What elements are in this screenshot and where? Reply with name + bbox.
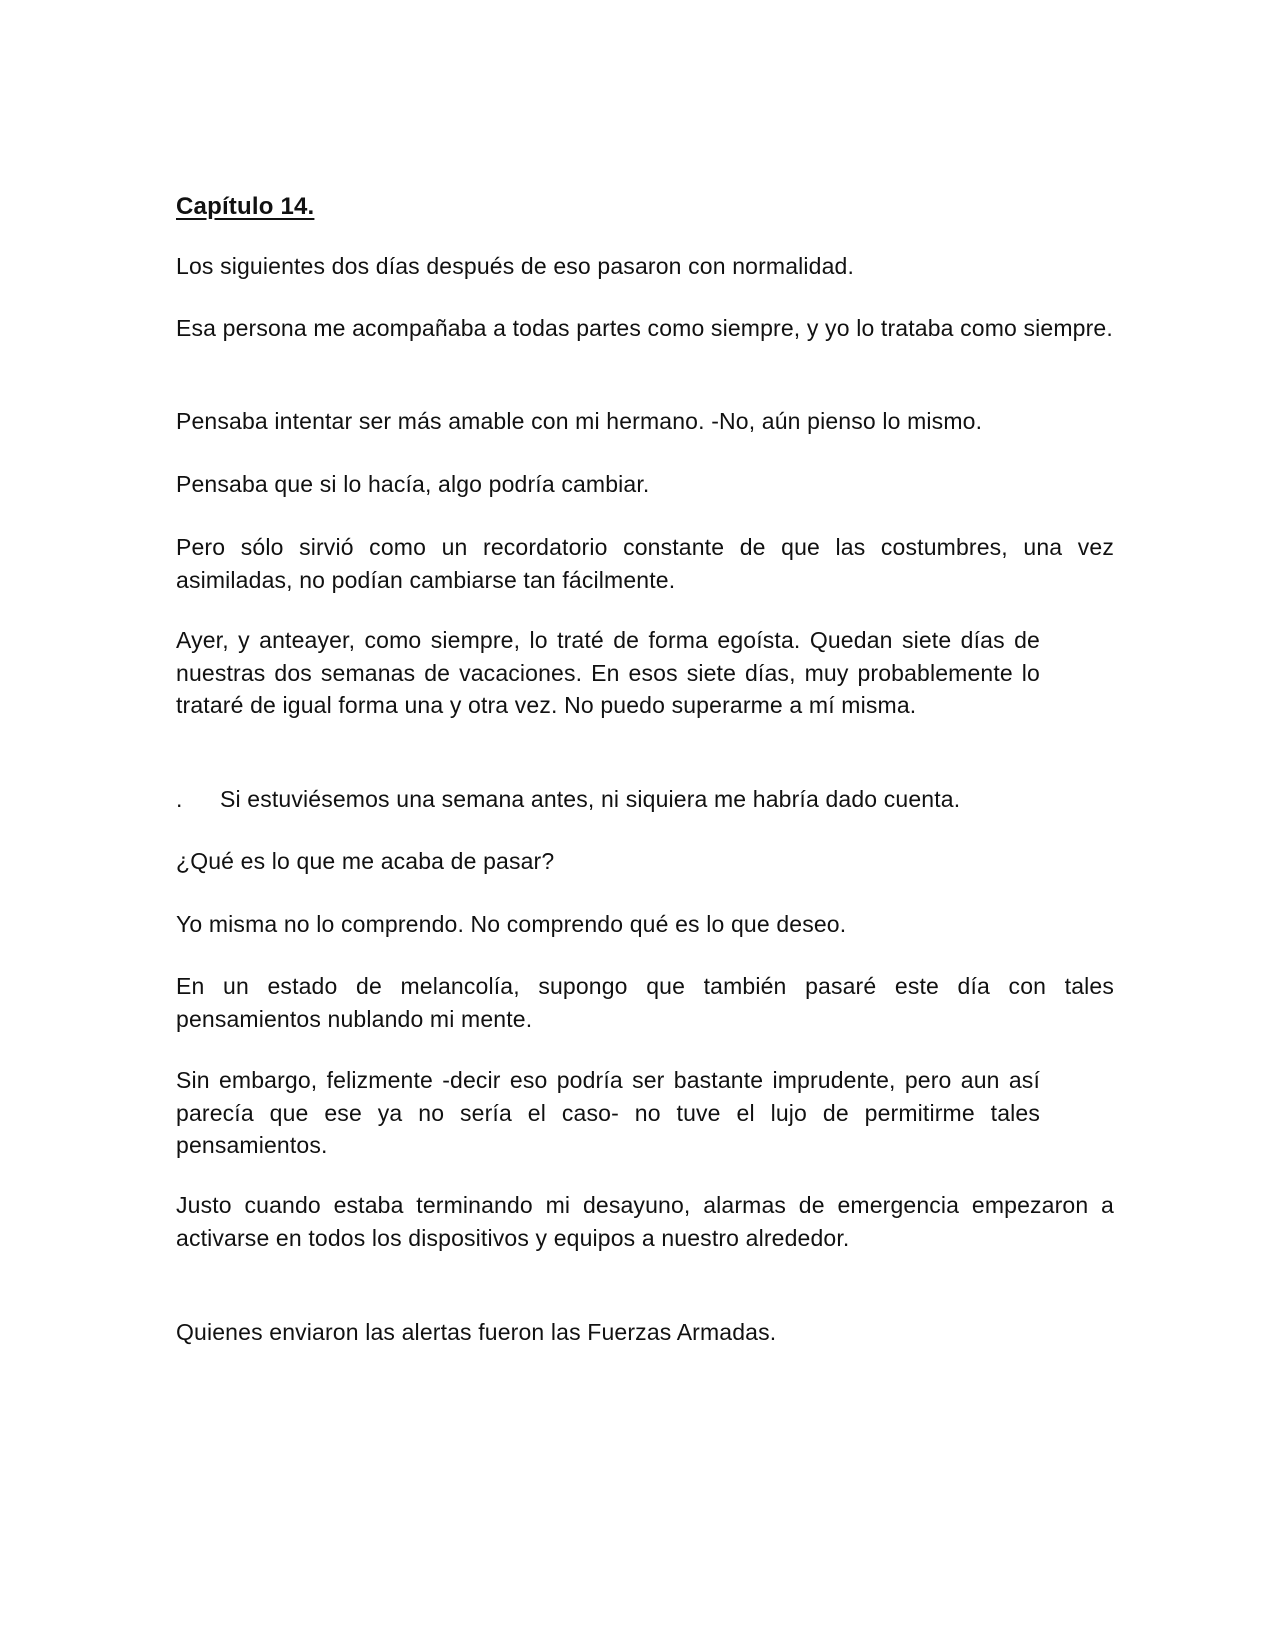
chapter-title: Capítulo 14. (176, 193, 315, 220)
paragraph-9: Yo misma no lo comprendo. No comprendo qué es lo que deseo. (176, 911, 847, 937)
paragraph-4: Pensaba que si lo hacía, algo podría cambiar. (176, 471, 650, 497)
bullet-paragraph (176, 783, 1114, 816)
paragraph-8: ¿Qué es lo que me acaba de pasar? (176, 848, 555, 874)
paragraph-2: Esa persona me acompañaba a todas partes como siempre, y yo lo trataba como siempre. (176, 315, 1113, 341)
paragraph-10: En un estado de melancolía, supongo que también pasaré este día con tales pensamientos nublando mi mente. (176, 973, 1114, 1032)
paragraph-12: Justo cuando estaba terminando mi desayuno, alarmas de emergencia empezaron a activarse en todos los dispositivos y equipos a nuestro alrededor. (176, 1192, 1114, 1251)
paragraph-13: Quienes enviaron las alertas fueron las Fuerzas Armadas. (176, 1319, 777, 1345)
paragraph-6: Ayer, y anteayer, como siempre, lo traté de forma egoísta. Quedan siete días de nuestras dos semanas de vacaciones. En esos siete días, muy probablemente lo trataré de igual forma una y otra vez. No puedo superarme a mí misma. (176, 627, 1040, 718)
paragraph-3: Pensaba intentar ser más amable con mi hermano. -No, aún pienso lo mismo. (176, 408, 983, 434)
paragraph-1: Los siguientes dos días después de eso pasaron con normalidad. (176, 253, 855, 279)
bullet-text: Si estuviésemos una semana antes, ni siquiera me habría dado cuenta. (220, 786, 961, 812)
bullet-marker: . (176, 786, 183, 812)
paragraph-5: Pero sólo sirvió como un recordatorio constante de que las costumbres, una vez asimiladas, no podían cambiarse tan fácilmente. (176, 534, 1114, 593)
paragraph-11: Sin embargo, felizmente -decir eso podría ser bastante imprudente, pero aun así parecía que ese ya no sería el caso- no tuve el lujo de permitirme tales pensamientos. (176, 1067, 1040, 1158)
